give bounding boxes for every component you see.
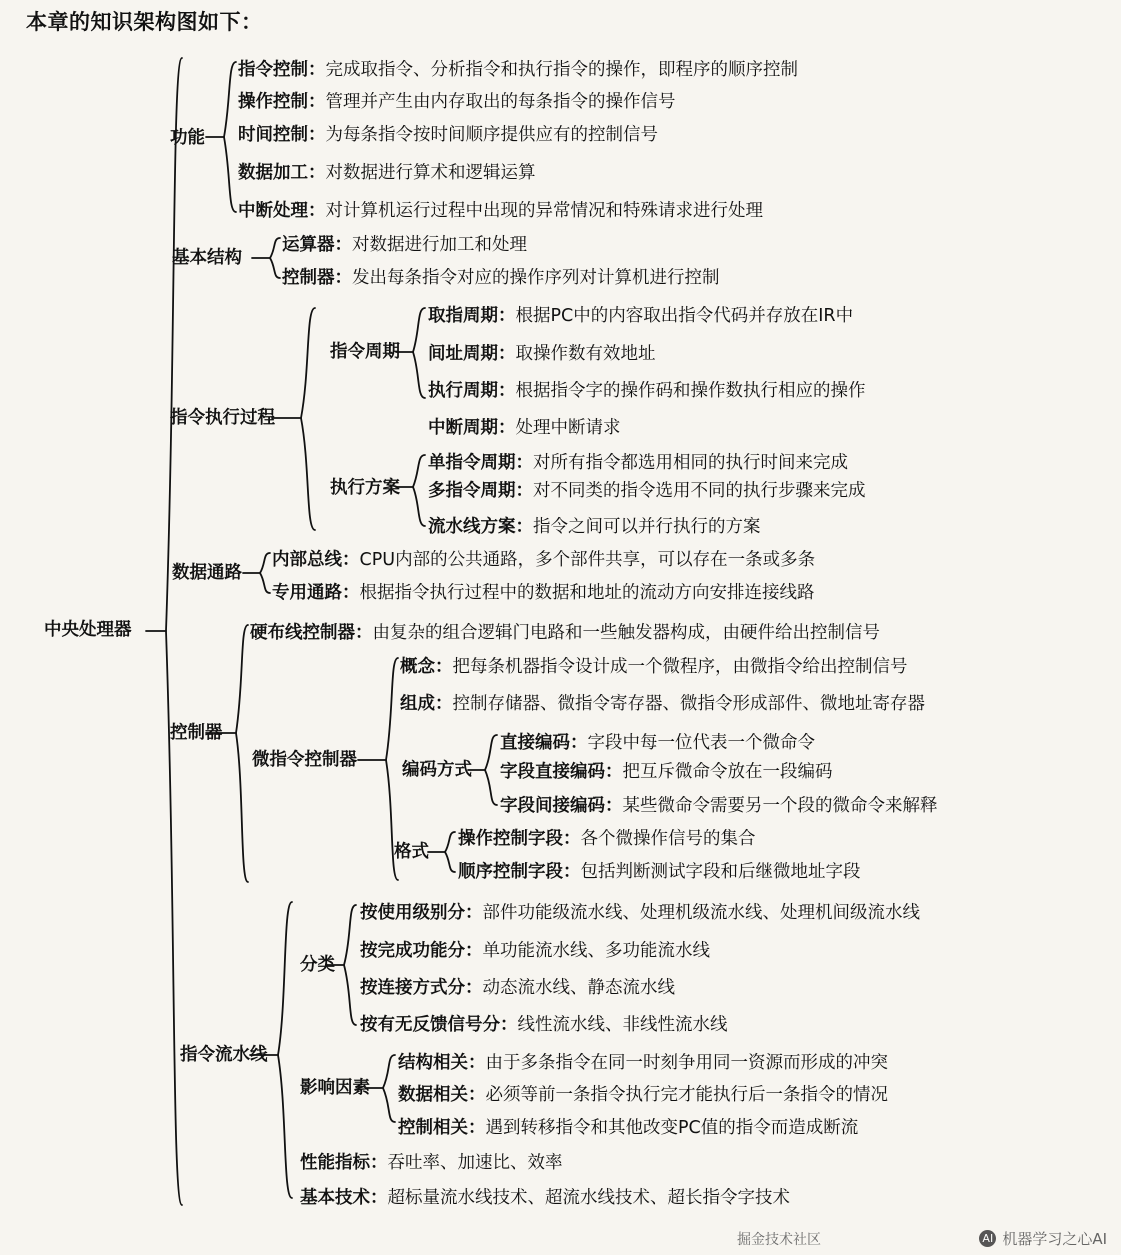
leaf-text: 把互斥微命令放在一段编码	[622, 762, 833, 782]
subgroup-label-zhixingfangan: 执行方案	[330, 478, 400, 498]
leaf-text: 对所有指令都选用相同的执行时间来完成	[533, 453, 848, 473]
leaf-label: 结构相关：	[398, 1053, 486, 1073]
leaf-text: 管理并产生由内存取出的每条指令的操作信号	[325, 92, 676, 112]
leaf-zhongduanchuli	[238, 201, 763, 221]
watermark-text: 机器学习之心AI	[1002, 1230, 1107, 1248]
leaf-jiegouxiangguan	[398, 1053, 888, 1073]
leaf-anwanchenggongnengfen	[360, 941, 710, 961]
leaf-jianzhizhouqi	[428, 344, 656, 364]
leaf-zhijiebianma	[500, 733, 815, 753]
leaf-text: 必须等前一条指令执行完才能执行后一条指令的情况	[485, 1085, 888, 1105]
leaf-kongzhixiangguan	[398, 1118, 858, 1138]
leaf-text: 遇到转移指令和其他改变PC值的指令而造成断流	[485, 1118, 859, 1138]
leaf-label: 执行周期：	[428, 381, 516, 401]
root-node: 中央处理器	[44, 620, 132, 640]
leaf-text: 对数据进行加工和处理	[352, 235, 527, 255]
leaf-label: 控制相关：	[398, 1118, 486, 1138]
leaf-gainian	[400, 657, 908, 677]
leaf-anyouwufankuixinhaofen	[360, 1015, 728, 1035]
leaf-text: 指令之间可以并行执行的方案	[533, 517, 761, 537]
leaf-zucheng	[400, 694, 925, 714]
leaf-text: 发出每条指令对应的操作序列对计算机进行控制	[352, 268, 720, 288]
leaf-label: 组成：	[400, 694, 453, 714]
leaf-label: 多指令周期：	[428, 481, 533, 501]
leaf-duozhilingzhouqi	[428, 481, 866, 501]
leaf-neibuzongxian	[272, 550, 815, 570]
leaf-text: 单功能流水线、多功能流水线	[482, 941, 710, 961]
leaf-label: 操作控制字段：	[458, 829, 581, 849]
leaf-label: 字段直接编码：	[500, 762, 623, 782]
group-label-shujutonglu: 数据通路	[172, 563, 242, 583]
leaf-label: 性能指标：	[300, 1153, 388, 1173]
group-label-zhilingliushuixian: 指令流水线	[180, 1045, 268, 1065]
leaf-text: 根据指令字的操作码和操作数执行相应的操作	[515, 381, 866, 401]
leaf-text: 对计算机运行过程中出现的异常情况和特殊请求进行处理	[325, 201, 763, 221]
leaf-jibenjishu	[300, 1188, 790, 1208]
leaf-label: 专用通路：	[272, 583, 360, 603]
leaf-yingbuxiankongzhiqi	[250, 623, 880, 643]
leaf-label: 时间控制：	[238, 125, 326, 145]
leaf-text: 吞吐率、加速比、效率	[387, 1153, 563, 1173]
group-label-kongzhiqi: 控制器	[170, 723, 223, 743]
leaf-text: CPU内部的公共通路，多个部件共享，可以存在一条或多条	[359, 550, 816, 570]
leaf-shijiankongzhi	[238, 125, 658, 145]
leaf-label: 基本技术：	[300, 1188, 388, 1208]
leaf-text: 线性流水线、非线性流水线	[517, 1015, 728, 1035]
leaf-label: 指令控制：	[238, 60, 326, 80]
leaf-liushuixianfangan	[428, 517, 761, 537]
leaf-text: 对数据进行算术和逻辑运算	[325, 163, 536, 183]
leaf-label: 按连接方式分：	[360, 978, 483, 998]
leaf-caozuokongzhi	[238, 92, 676, 112]
leaf-yunsuanqi	[282, 235, 527, 255]
leaf-label: 数据加工：	[238, 163, 326, 183]
group-label-jibenjiegou: 基本结构	[172, 248, 242, 268]
leaf-label: 字段间接编码：	[500, 796, 623, 816]
leaf-label: 单指令周期：	[428, 453, 533, 473]
watermark-right	[979, 1228, 1107, 1249]
leaf-kongzhiqi	[282, 268, 720, 288]
leaf-anlianjiefangshifen	[360, 978, 675, 998]
leaf-text: 根据PC中的内容取出指令代码并存放在IR中	[515, 306, 854, 326]
leaf-text: 把每条机器指令设计成一个微程序，由微指令给出控制信号	[452, 657, 908, 677]
page-title: 本章的知识架构图如下：	[26, 10, 263, 34]
leaf-label: 按有无反馈信号分：	[360, 1015, 518, 1035]
subgroup-label-zhilingzhouqi: 指令周期	[330, 342, 400, 362]
subgroup-label-weizhilingkongzhiqi: 微指令控制器	[252, 750, 357, 770]
subgroup-label-yingxiangyinsu: 影响因素	[300, 1078, 370, 1098]
leaf-label: 控制器：	[282, 268, 352, 288]
leaf-label: 硬布线控制器：	[250, 623, 373, 643]
leaf-xingnengzhibiao	[300, 1153, 563, 1173]
leaf-shujuxiangguan	[398, 1085, 888, 1105]
leaf-text: 完成取指令、分析指令和执行指令的操作，即程序的顺序控制	[325, 60, 798, 80]
leaf-label: 取指周期：	[428, 306, 516, 326]
leaf-quzhizhouqi	[428, 306, 853, 326]
leaf-text: 某些微命令需要另一个段的微命令来解释	[622, 796, 938, 816]
leaf-text: 字段中每一位代表一个微命令	[587, 733, 815, 753]
leaf-shujujiagong	[238, 163, 536, 183]
leaf-label: 直接编码：	[500, 733, 588, 753]
leaf-label: 概念：	[400, 657, 453, 677]
leaf-label: 中断周期：	[428, 418, 516, 438]
leaf-label: 按使用级别分：	[360, 903, 483, 923]
leaf-text: 包括判断测试字段和后继微地址字段	[580, 862, 861, 882]
leaf-label: 间址周期：	[428, 344, 516, 364]
leaf-label: 顺序控制字段：	[458, 862, 581, 882]
leaf-label: 中断处理：	[238, 201, 326, 221]
leaf-ziduanjianjiebianma	[500, 796, 938, 816]
leaf-text: 为每条指令按时间顺序提供应有的控制信号	[325, 125, 658, 145]
leaf-text: 对不同类的指令选用不同的执行步骤来完成	[533, 481, 866, 501]
leaf-label: 运算器：	[282, 235, 352, 255]
leaf-label: 内部总线：	[272, 550, 360, 570]
group-label-gongneng: 功能	[170, 128, 205, 148]
leaf-text: 部件功能级流水线、处理机级流水线、处理机间级流水线	[482, 903, 920, 923]
leaf-text: 取操作数有效地址	[515, 344, 656, 364]
leaf-text: 根据指令执行过程中的数据和地址的流动方向安排连接线路	[359, 583, 815, 603]
leaf-label: 数据相关：	[398, 1085, 486, 1105]
leaf-danzhilingzhouqi	[428, 453, 848, 473]
leaf-anshiyongjibiefen	[360, 903, 920, 923]
watermark-badge-icon: AI	[979, 1230, 996, 1247]
leaf-zhixingzhouqi	[428, 381, 866, 401]
leaf-text: 处理中断请求	[515, 418, 621, 438]
leaf-label: 操作控制：	[238, 92, 326, 112]
subgroup-label-geshi: 格式	[394, 842, 429, 862]
leaf-zhilingkongzhi	[238, 60, 798, 80]
leaf-text: 各个微操作信号的集合	[580, 829, 756, 849]
leaf-text: 超标量流水线技术、超流水线技术、超长指令字技术	[387, 1188, 790, 1208]
leaf-shunxukongzhiziduan	[458, 862, 861, 882]
subgroup-label-fenlei: 分类	[300, 955, 335, 975]
leaf-ziduanzhijiebianma	[500, 762, 833, 782]
subgroup-label-bianmafangshi: 编码方式	[402, 760, 472, 780]
leaf-label: 按完成功能分：	[360, 941, 483, 961]
leaf-text: 由于多条指令在同一时刻争用同一资源而形成的冲突	[485, 1053, 888, 1073]
leaf-text: 由复杂的组合逻辑门电路和一些触发器构成，由硬件给出控制信号	[372, 623, 880, 643]
leaf-text: 动态流水线、静态流水线	[482, 978, 675, 998]
leaf-text: 控制存储器、微指令寄存器、微指令形成部件、微地址寄存器	[452, 694, 925, 714]
leaf-label: 流水线方案：	[428, 517, 533, 537]
group-label-zhilingzhixingguocheng: 指令执行过程	[170, 408, 275, 428]
leaf-zhuanyongtonglu	[272, 583, 815, 603]
leaf-caozuokongzhiziduan	[458, 829, 756, 849]
watermark-left: 掘金技术社区	[737, 1232, 821, 1248]
leaf-zhongduanzhouqi	[428, 418, 621, 438]
